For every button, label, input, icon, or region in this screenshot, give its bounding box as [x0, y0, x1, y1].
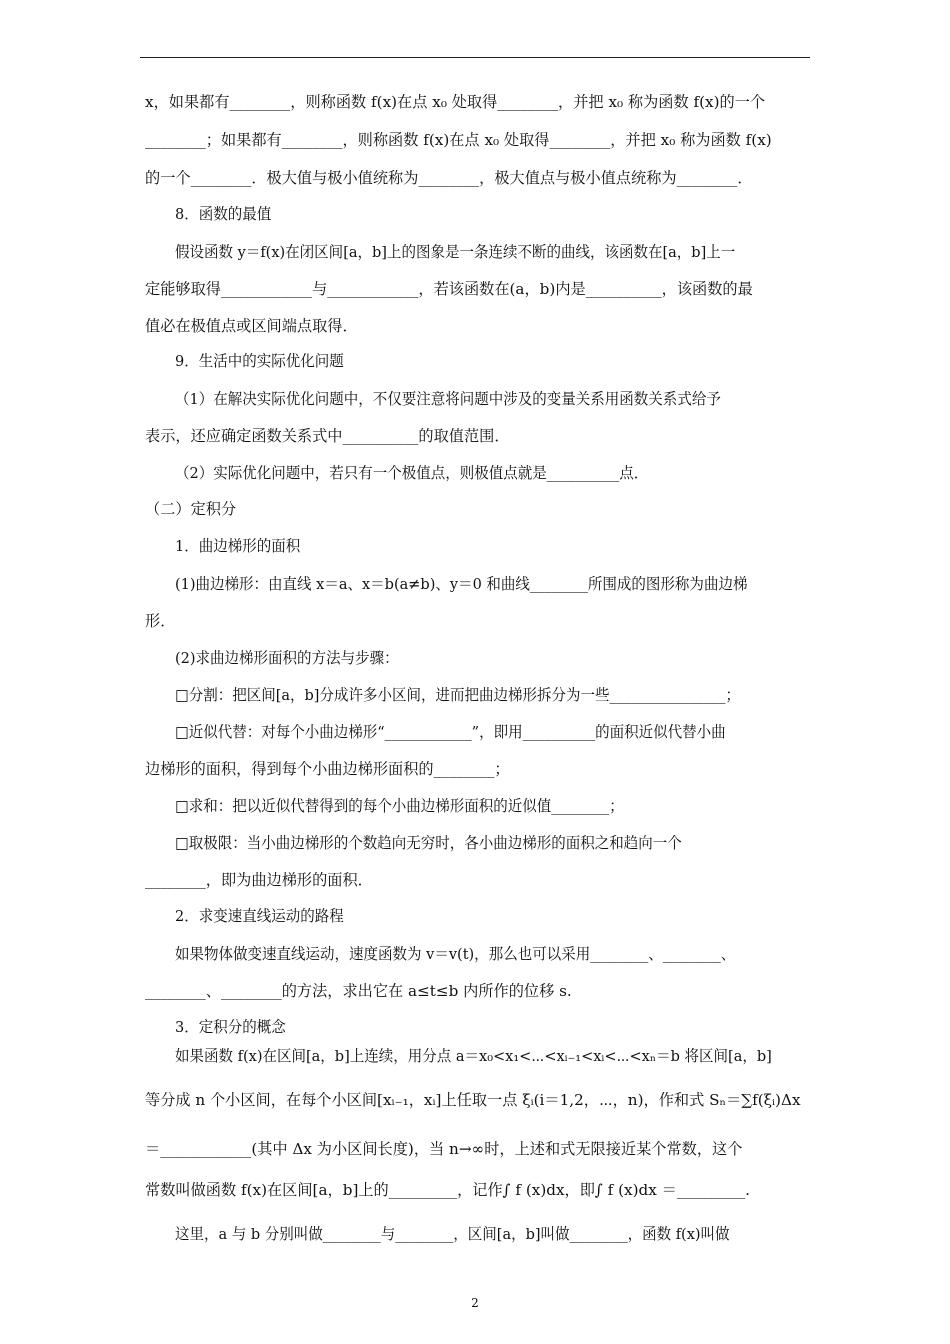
- section-heading: （二）定积分: [145, 500, 237, 518]
- text-line: 常数叫做函数 f(x)在区间[a，b]上的_________，记作∫ f (x)dx，即∫ f (x)dx ＝_________.: [145, 1181, 750, 1199]
- section-heading: 1．曲边梯形的面积: [175, 537, 301, 555]
- text-line: 假设函数 y＝f(x)在闭区间[a，b]上的图象是一条连续不断的曲线，该函数在[a，b]上一: [175, 243, 736, 261]
- text-line: 表示，还应确定函数关系式中__________的取值范围．: [145, 427, 510, 445]
- text-line: ＝____________(其中 Δx 为小区间长度)，当 n→∞时，上述和式无限接近某个常数，这个: [145, 1140, 743, 1158]
- section-heading: 8．函数的最值: [175, 205, 272, 223]
- text-line: (2)求曲边梯形面积的方法与步骤：: [175, 649, 399, 667]
- text-line: ________、________的方法，求出它在 a≤t≤b 内所作的位移 s.: [145, 982, 572, 1000]
- text-line: □求和：把以近似代替得到的每个小曲边梯形面积的近似值________；: [175, 797, 624, 815]
- text-line: ________，即为曲边梯形的面积．: [145, 871, 373, 889]
- section-heading: 2．求变速直线运动的路程: [175, 907, 344, 925]
- section-heading: 3．定积分的概念: [175, 1018, 286, 1036]
- text-line: □近似代替：对每个小曲边梯形“____________”，即用__________的面积近似代替小曲: [175, 723, 726, 741]
- text-line: 定能够取得____________与____________，若该函数在(a，b)内是__________，该函数的最: [145, 280, 753, 298]
- text-line: □分割：把区间[a，b]分成许多小区间，进而把曲边梯形拆分为一些________________；: [175, 686, 741, 704]
- text-line: 这里，a 与 b 分别叫做________与________，区间[a，b]叫做________，函数 f(x)叫做: [175, 1225, 730, 1243]
- text-line: 值必在极值点或区间端点取得．: [145, 317, 358, 335]
- text-line: （2）实际优化问题中，若只有一个极值点，则极值点就是__________点．: [175, 464, 649, 482]
- text-line: □取极限：当小曲边梯形的个数趋向无穷时，各小曲边梯形的面积之和趋向一个: [175, 834, 682, 852]
- text-line: ________；如果都有________，则称函数 f(x)在点 x₀ 处取得________，并把 x₀ 称为函数 f(x): [145, 131, 772, 149]
- text-line: 等分成 n 个小区间，在每个小区间[xᵢ₋₁，xᵢ]上任取一点 ξᵢ(i＝1,2，⋯，n)，作和式 Sₙ＝∑f(ξᵢ)Δx: [145, 1091, 801, 1109]
- text-line: 如果物体做变速直线运动，速度函数为 v＝v(t)，那么也可以采用________、________、: [175, 945, 736, 963]
- text-line: (1)曲边梯形：由直线 x＝a、x＝b(a≠b)、y＝0 和曲线________所围成的图形称为曲边梯: [175, 575, 748, 593]
- text-line: 的一个________．极大值与极小值统称为________，极大值点与极小值点统称为________．: [145, 169, 753, 187]
- header-rule: [140, 57, 810, 58]
- text-line: （1）在解决实际优化问题中，不仅要注意将问题中涉及的变量关系用函数关系式给予: [175, 390, 721, 408]
- page-number: 2: [471, 1296, 479, 1310]
- text-line: 如果函数 f(x)在区间[a，b]上连续，用分点 a＝x₀<x₁<⋯<xᵢ₋₁<xᵢ<⋯<xₙ＝b 将区间[a，b]: [175, 1047, 772, 1065]
- text-line: 形．: [145, 612, 176, 630]
- section-heading: 9．生活中的实际优化问题: [175, 352, 344, 370]
- text-line: x，如果都有________，则称函数 f(x)在点 x₀ 处取得________，并把 x₀ 称为函数 f(x)的一个: [145, 93, 766, 111]
- text-line: 边梯形的面积，得到每个小曲边梯形面积的________；: [145, 760, 510, 778]
